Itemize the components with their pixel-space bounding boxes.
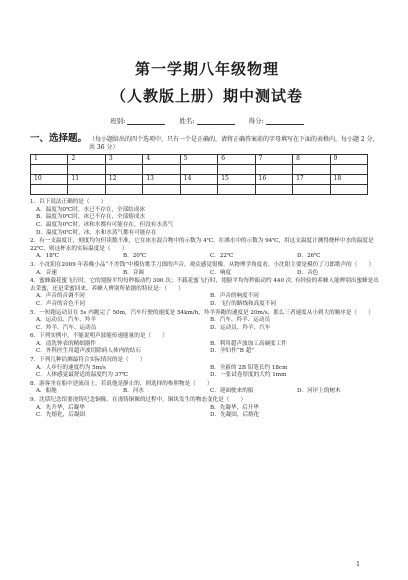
class-blank-line <box>127 117 165 125</box>
question-number-cell: 12 <box>105 175 142 185</box>
name-label: 姓名: <box>179 117 195 125</box>
answer-option: B．河水 <box>123 388 144 395</box>
section-heading <box>30 133 384 152</box>
answer-option: B．汽车、羚羊、运动员 <box>210 317 271 324</box>
question-item <box>30 381 384 396</box>
question-number-cell: 3 <box>105 155 142 165</box>
answer-option: C．人体感觉最舒适的温度约为 37℃ <box>36 372 129 379</box>
option-group <box>30 270 384 278</box>
answer-option: A．运动员、汽车、羚羊 <box>36 317 96 324</box>
score-label: 得分: <box>248 117 264 125</box>
answer-table-blank-row-2 <box>31 185 368 195</box>
question-stem: 4．蜜蜂载花蜜飞行时，它的翅膀平均每秒振动约 300 次；不载花蜜飞行时，翅膀平均每秒振动约 440 次. 有经验的养蜂人能辨别出蜜蜂是出去采蜜，还是采蜜回来，养蜂人辨别所依据的特征是：（ ） <box>30 278 379 292</box>
answer-cell[interactable] <box>143 165 180 175</box>
answer-cell[interactable] <box>218 165 255 175</box>
answer-table <box>30 154 368 195</box>
answer-option: B．20℃ <box>123 253 147 260</box>
answer-cell[interactable] <box>31 165 68 175</box>
answer-option: B．利用超声波加工高硬度工件 <box>210 340 287 347</box>
question-item <box>30 397 384 420</box>
question-stem: 7．下列几种估测最符合实际情况的是（ ） <box>30 357 146 364</box>
answer-cell[interactable] <box>255 165 292 175</box>
name-field <box>179 116 234 125</box>
answer-option: B．温度为0℃时，冰已不存在，全部熔成水 <box>36 214 146 221</box>
answer-option: B．先凝华，后升华 <box>210 404 259 411</box>
answer-option: A．声音的音调不同 <box>36 293 85 300</box>
answer-option: A．清洗钟表的精细器件 <box>36 340 96 347</box>
answer-cell[interactable] <box>218 185 255 195</box>
answer-cell[interactable] <box>105 185 142 195</box>
question-item <box>30 238 384 261</box>
question-number-cell: 6 <box>218 155 255 165</box>
question-number-cell: 9 <box>330 155 368 165</box>
question-stem: 2．有一支温度计，刻度均匀但读数不准，它在冰水混合物中的示数为 4℃，在沸水中的示数为 94℃，用这支温度计测得烧杯中水的温度是 22℃，则这杯水的实际温度是（ ） <box>30 238 374 252</box>
answer-cell[interactable] <box>293 185 330 195</box>
answer-option: C．外科医生用超声波切除病人体内的结石 <box>36 348 141 355</box>
option-group <box>30 317 384 332</box>
answer-table-blank-row-1 <box>31 165 368 175</box>
question-stem: 3．小沈阳在2009 年春晚小品“不差钱”中模仿歌手刀郎的声音，观众感觉很像。从物理学角度看，小沈阳主要是模仿了刀郎歌声的（ ） <box>30 261 375 268</box>
option-group <box>30 207 384 237</box>
question-item <box>30 199 384 237</box>
answer-option: B．声音的响度不同 <box>210 293 259 300</box>
answer-cell[interactable] <box>68 165 105 175</box>
option-group <box>30 341 384 356</box>
answer-option: A．人步行的速度约为 5m/s <box>36 364 106 371</box>
answer-cell[interactable] <box>293 165 330 175</box>
question-stem: 5．一短跑运动员在 5s 内跑完了 50m，汽车行驶的速度是 54km/h，羚羊奔跑的速度是 20m/s，那么三者速度从小到大的顺序是（ ） <box>30 309 374 316</box>
answer-option: B．音调 <box>123 269 144 276</box>
answer-option: A．18℃ <box>36 253 60 260</box>
page-number: 1 <box>356 561 360 568</box>
score-field <box>249 116 304 125</box>
answer-option: C．羚羊、汽车、运动员 <box>36 324 97 331</box>
student-info-row <box>30 116 384 125</box>
option-group <box>30 388 384 396</box>
class-field <box>110 116 165 125</box>
question-number-cell: 5 <box>180 155 217 165</box>
answer-option: C．响度 <box>210 269 232 276</box>
answer-cell[interactable] <box>68 185 105 195</box>
exam-title-line1: 第一学期八年级物理 <box>134 60 279 78</box>
question-number-cell: 7 <box>255 155 292 165</box>
question-list <box>30 199 384 420</box>
option-group <box>30 405 384 420</box>
answer-option: A．先升华，后凝华 <box>36 404 85 411</box>
section-title: 一、选择题。 <box>30 133 88 144</box>
answer-option: D．飞行的路线和高度不同 <box>210 300 277 307</box>
answer-cell[interactable] <box>180 165 217 175</box>
answer-cell[interactable] <box>31 185 68 195</box>
option-group <box>30 293 384 308</box>
option-group <box>30 253 384 261</box>
answer-cell[interactable] <box>105 165 142 175</box>
answer-cell[interactable] <box>255 185 292 195</box>
question-item <box>30 357 384 380</box>
question-number-cell: 8 <box>293 155 330 165</box>
question-number-cell: 15 <box>218 175 255 185</box>
answer-cell[interactable] <box>180 185 217 195</box>
answer-table-number-row-1 <box>31 155 368 165</box>
question-number-cell: 17 <box>293 175 330 185</box>
answer-cell[interactable] <box>330 185 368 195</box>
question-number-cell: 13 <box>143 175 180 185</box>
answer-option: B．全新的 2B 铅笔长约 18cm <box>210 364 288 371</box>
answer-option: D．一张试卷厚度的大约 1mm <box>210 372 287 379</box>
section-instruction: （每小题给出的四个选项中，只有一个是正确的，请将正确答案前的字母填写在下面的表格内，每小题 2 分，共 36 分） <box>89 136 379 152</box>
exam-title-line2: （人教版上册）期中测试卷 <box>110 87 303 105</box>
question-stem: 9．沈括纪念馆要浇铸纪念铜像，在浇铸铜像的过程中，铜块发生的物态变化是（ ） <box>30 397 247 404</box>
question-number-cell: 14 <box>180 175 217 185</box>
question-number-cell: 16 <box>255 175 292 185</box>
answer-option: C．先熔化，后凝固 <box>36 412 86 419</box>
class-label: 班别: <box>110 117 126 125</box>
question-number-cell: 11 <box>68 175 105 185</box>
question-number-cell: 18 <box>330 175 368 185</box>
answer-option: D．温度为0℃时，冰、水和水蒸气都有可能存在 <box>36 229 157 236</box>
answer-cell[interactable] <box>143 185 180 195</box>
answer-option: C．声音的音色不同 <box>36 300 86 307</box>
question-number-cell: 1 <box>31 155 68 165</box>
answer-table-number-row-2 <box>31 175 368 185</box>
question-stem: 1．以下说法正确的是（ ） <box>30 199 107 206</box>
question-item <box>30 262 384 277</box>
question-stem: 8．游客坐在船中逆流而上，若说他是静止的，则选择的参照物是（ ） <box>30 380 213 387</box>
answer-option: D．运动员、羚羊、汽车 <box>210 324 271 331</box>
answer-option: D．孕妇作“B 超” <box>210 348 255 355</box>
answer-option: D．26℃ <box>297 253 321 260</box>
question-number-cell: 4 <box>143 155 180 165</box>
question-number-cell: 10 <box>31 175 68 185</box>
question-item <box>30 310 384 333</box>
answer-option: D．音色 <box>297 269 319 276</box>
answer-option: C．22℃ <box>210 253 234 260</box>
question-item <box>30 278 384 308</box>
question-item <box>30 333 384 356</box>
answer-option: A．音速 <box>36 269 57 276</box>
answer-option: D．河岸上的树木 <box>297 388 341 395</box>
answer-option: A．船舱 <box>36 388 57 395</box>
answer-option: C．迎面驶来的船 <box>210 388 254 395</box>
question-stem: 6．下列实例中，不能说明声波能传递能量的是（ ） <box>30 333 168 340</box>
answer-option: D．先凝固，后熔化 <box>210 412 260 419</box>
answer-option: A．温度为0℃时，水已不存在，全部结成冰 <box>36 206 145 213</box>
answer-cell[interactable] <box>330 165 368 175</box>
name-blank-line <box>197 117 235 125</box>
score-blank-line <box>266 117 304 125</box>
answer-option: C．温度为0℃时，冰和水都有可能存在，但没有水蒸气 <box>36 221 174 228</box>
question-number-cell: 2 <box>68 155 105 165</box>
option-group <box>30 365 384 380</box>
